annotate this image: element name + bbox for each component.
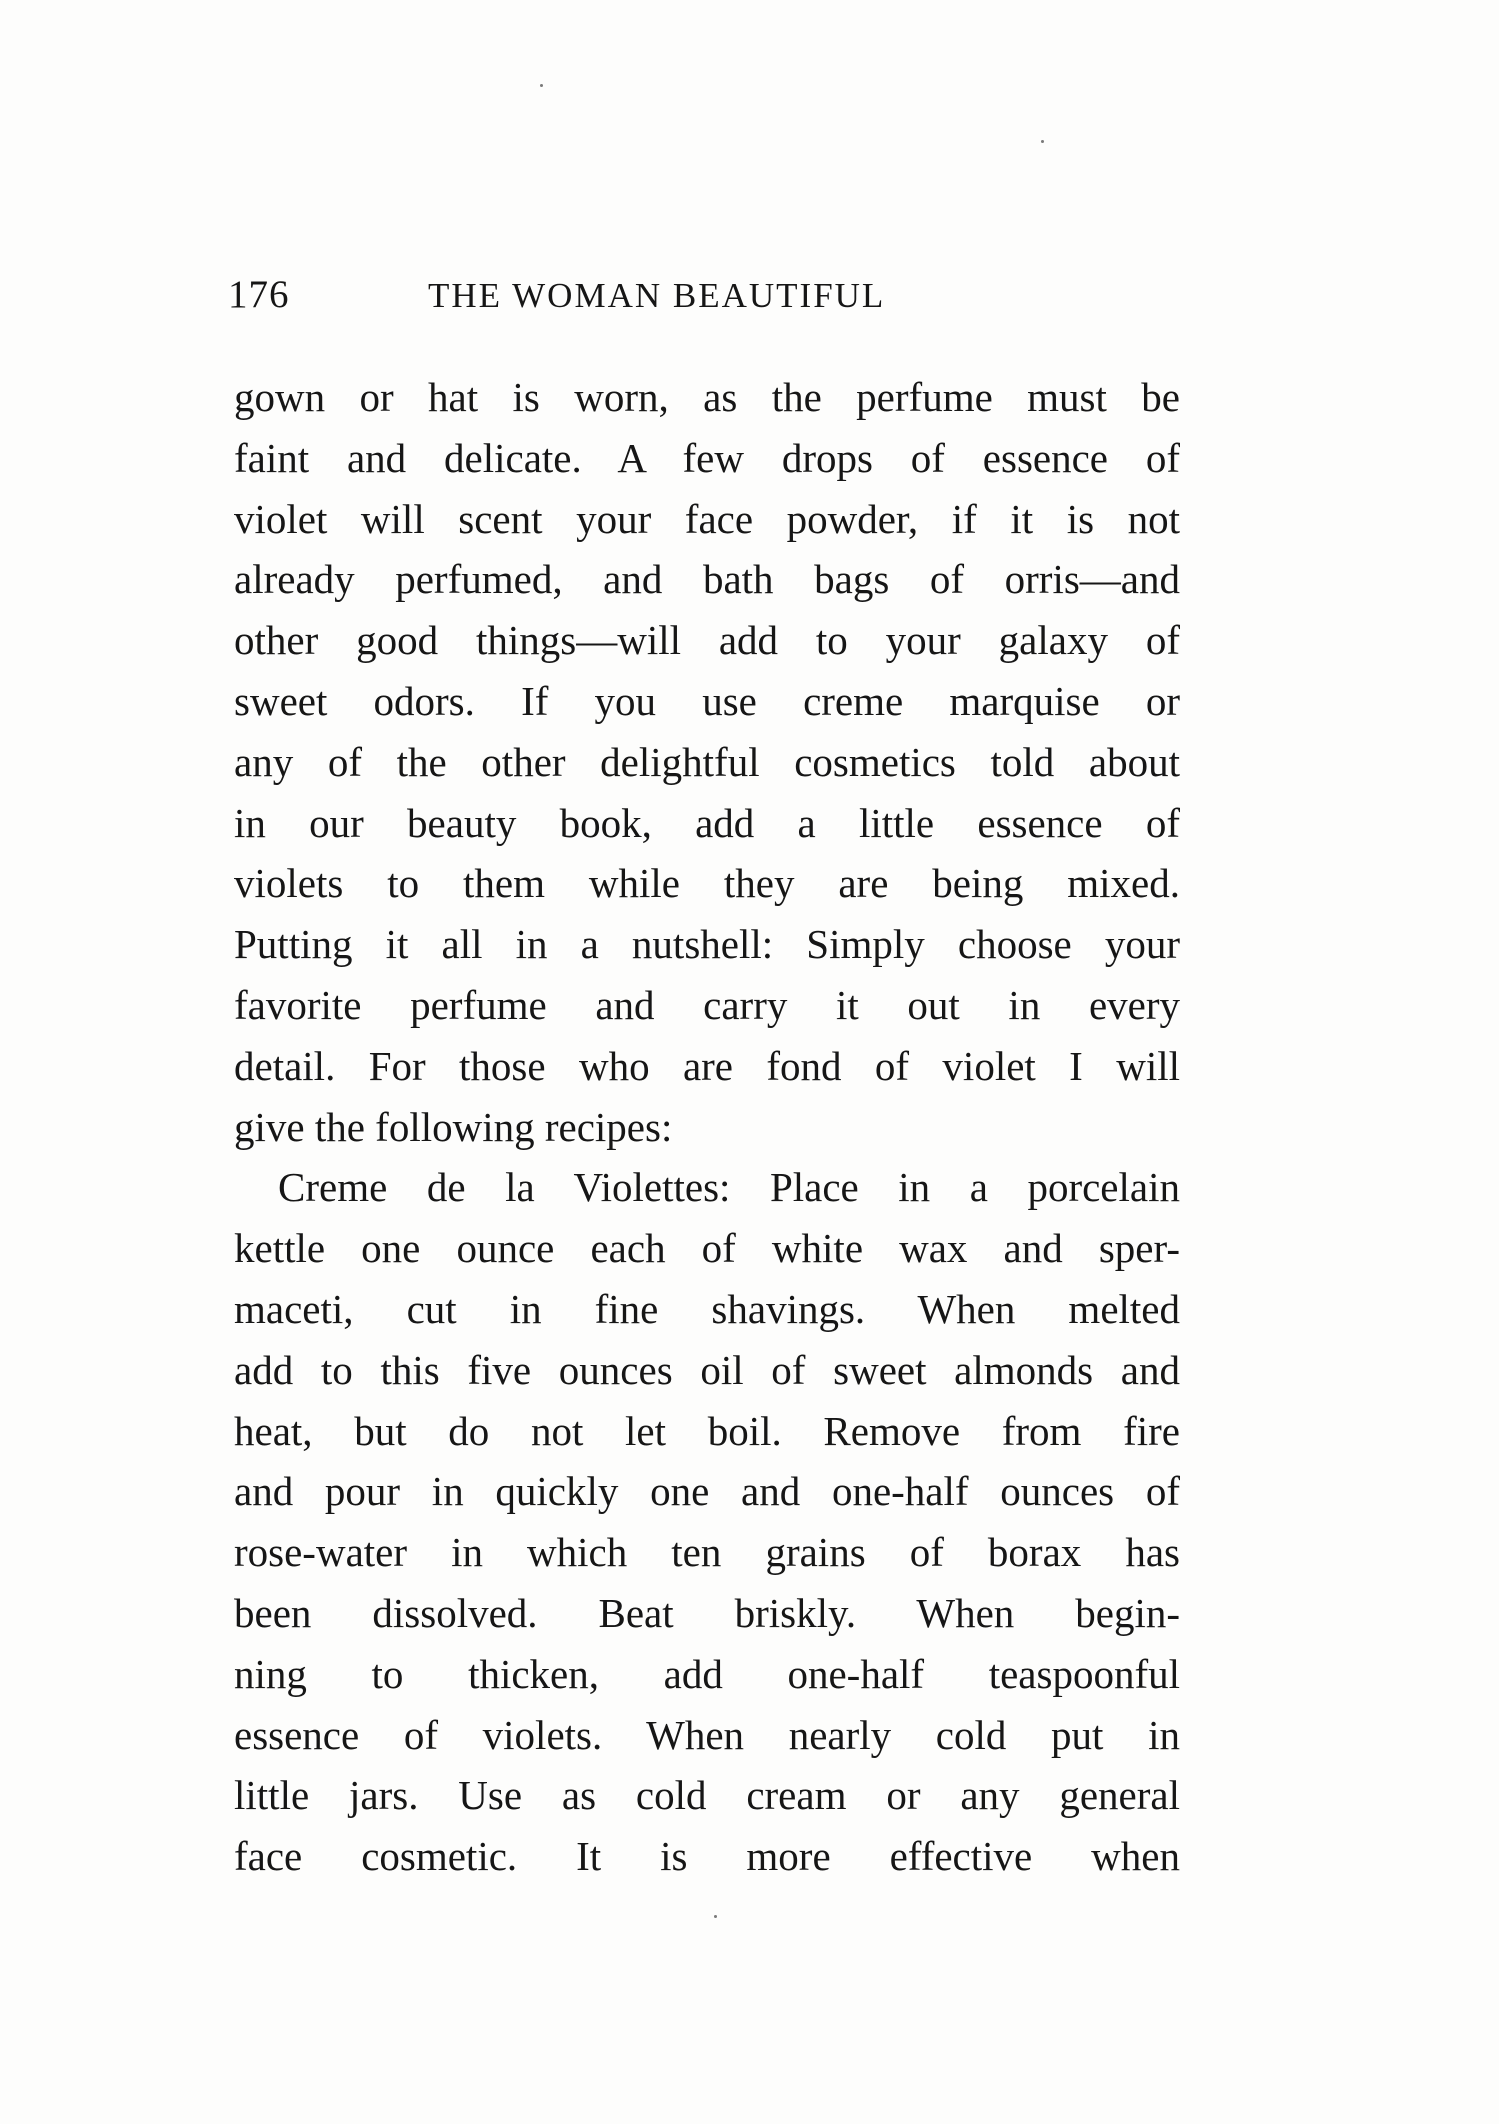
running-head (228, 272, 988, 322)
text-line: already perfumed, and bath bags of orris—and (234, 556, 1180, 603)
text-line: been dissolved. Beat briskly. When begin- (234, 1589, 1180, 1636)
text-line: add to this five ounces oil of sweet almonds and (234, 1346, 1180, 1393)
paper-speck (714, 1915, 717, 1918)
text-line: rose-water in which ten grains of borax has (234, 1529, 1180, 1576)
text-line: heat, but do not let boil. Remove from fire (234, 1407, 1180, 1454)
text-line: give the following recipes: (234, 1103, 673, 1150)
text-line: maceti, cut in fine shavings. When melted (234, 1285, 1180, 1332)
page-number: 176 (228, 273, 290, 316)
text-line: any of the other delightful cosmetics told about (234, 738, 1180, 785)
text-line: Creme de la Violettes: Place in a porcelain (278, 1164, 1180, 1211)
text-line: favorite perfume and carry it out in every (234, 981, 1180, 1028)
text-line: Putting it all in a nutshell: Simply choose your (234, 921, 1180, 968)
text-line: kettle one ounce each of white wax and sper- (234, 1225, 1180, 1272)
text-line: violets to them while they are being mixed. (234, 860, 1180, 907)
running-title: THE WOMAN BEAUTIFUL (428, 276, 886, 315)
paper-speck (540, 84, 543, 87)
text-line: ning to thicken, add one-half teaspoonful (234, 1650, 1180, 1697)
text-line: little jars. Use as cold cream or any general (234, 1772, 1180, 1819)
text-line: face cosmetic. It is more effective when (234, 1833, 1180, 1880)
text-line: faint and delicate. A few drops of essence of (234, 434, 1180, 481)
text-line: violet will scent your face powder, if it is not (234, 495, 1180, 542)
text-line: gown or hat is worn, as the perfume must be (234, 374, 1180, 420)
paper-speck (1041, 140, 1044, 143)
body-text (234, 367, 1180, 1887)
text-line: other good things—will add to your galaxy of (234, 617, 1180, 664)
text-line: in our beauty book, add a little essence of (234, 799, 1180, 846)
text-line: and pour in quickly one and one-half ounces of (234, 1468, 1180, 1515)
text-line: sweet odors. If you use creme marquise or (234, 677, 1180, 724)
text-line: detail. For those who are fond of violet I will (234, 1042, 1180, 1089)
text-line: essence of violets. When nearly cold put in (234, 1711, 1180, 1758)
